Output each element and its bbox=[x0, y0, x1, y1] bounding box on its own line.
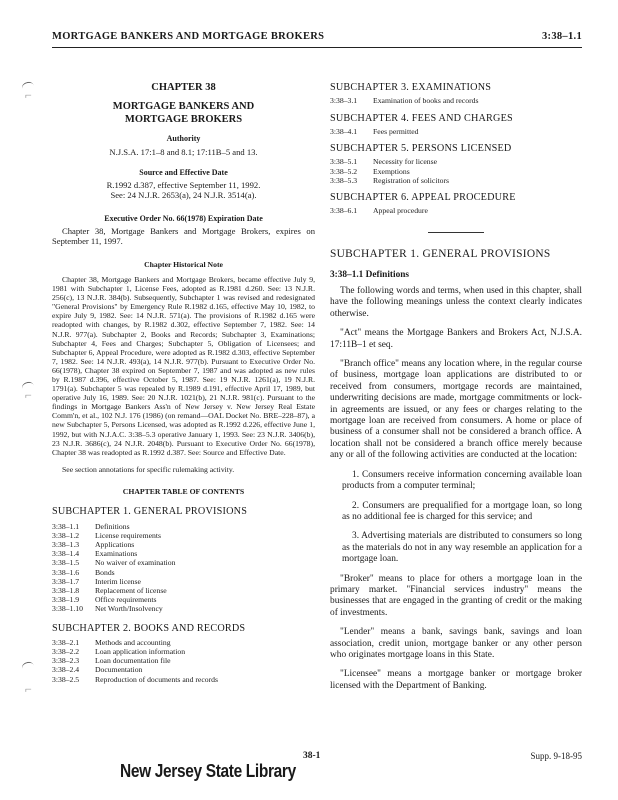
library-stamp: New Jersey State Library bbox=[120, 761, 296, 781]
authority-text: N.J.S.A. 17:1–8 and 8.1; 17:11B–5 and 13. bbox=[109, 146, 258, 157]
section-divider bbox=[428, 232, 484, 233]
toc-entry bbox=[52, 577, 315, 586]
toc-subchapter-2-list bbox=[52, 638, 315, 684]
historical-note-heading: Chapter Historical Note bbox=[144, 259, 223, 269]
toc-entry-number: 3:38–4.1 bbox=[330, 126, 358, 136]
toc-entry-number: 3:38–6.1 bbox=[330, 206, 358, 216]
toc-entry-title: Loan documentation file bbox=[95, 656, 171, 666]
toc-entry-title: Interim license bbox=[95, 576, 141, 586]
toc-entry-title: Loan application information bbox=[95, 647, 186, 657]
supplement-date: Supp. 9-18-95 bbox=[530, 751, 582, 761]
toc-entry-number: 3:38–1.6 bbox=[52, 567, 80, 577]
executive-order-text: Chapter 38, Mortgage Bankers and Mortgage Brokers, expires on September 11, 1997. bbox=[52, 226, 315, 247]
toc-entry bbox=[52, 568, 315, 577]
definition-branch-office: "Branch office" means any location where, in the regular course of business, mortgage loan applications are distributed to or received from consumers, mortgage records are maintained, underwriting decisions are made, mortgage commitments or lock-in agreements are issued, or any fees or charges relating to the mortgage loan are received from consumers. A home or place of business of a consumer shall not be considered a branch office. A location shall not be considered a branch office merely because any or all of the following activities are conducted at the location: bbox=[330, 359, 582, 461]
toc-entry-number: 3:38–1.2 bbox=[52, 530, 80, 540]
toc-entry bbox=[330, 167, 582, 176]
toc-entry bbox=[52, 522, 315, 531]
toc-entry-title: Examinations bbox=[95, 549, 138, 559]
toc-entry-title: Fees permitted bbox=[373, 126, 419, 136]
toc-entry-title: Exemptions bbox=[373, 166, 410, 176]
toc-entry-title: Methods and accounting bbox=[95, 637, 171, 647]
toc-entry-title: Registration of solicitors bbox=[373, 175, 450, 185]
toc-entry-number: 3:38–5.1 bbox=[330, 157, 358, 167]
toc-entry-title: Replacement of license bbox=[95, 585, 167, 595]
toc-subchapter-6-heading: SUBCHAPTER 6. APPEAL PROCEDURE bbox=[330, 191, 516, 203]
authority-heading: Authority bbox=[166, 134, 201, 144]
header-title: MORTGAGE BANKERS AND MORTGAGE BROKERS bbox=[52, 31, 325, 42]
header-rule bbox=[52, 47, 582, 48]
toc-entry bbox=[330, 157, 582, 166]
definitions-intro: The following words and terms, when used in this chapter, shall have the following meanings unless the context clearly indicates otherwise. bbox=[330, 286, 582, 319]
left-column bbox=[52, 80, 315, 684]
toc-heading: CHAPTER TABLE OF CONTENTS bbox=[122, 486, 245, 496]
toc-entry-title: Appeal procedure bbox=[373, 206, 428, 216]
toc-entry-title: Applications bbox=[95, 539, 135, 549]
definition-act: "Act" means the Mortgage Bankers and Brokers Act, N.J.S.A. 17:11B–1 et seq. bbox=[330, 328, 582, 350]
toc-entry-title: Bonds bbox=[95, 567, 115, 577]
toc-entry bbox=[52, 675, 315, 684]
toc-entry-title: No waiver of examination bbox=[95, 558, 176, 568]
toc-entry-number: 3:38–1.1 bbox=[52, 521, 80, 531]
toc-subchapter-5-list bbox=[330, 157, 582, 185]
toc-entry bbox=[52, 656, 315, 665]
toc-entry bbox=[330, 206, 582, 215]
running-header bbox=[52, 31, 582, 45]
margin-mark: ⌐ bbox=[25, 88, 32, 102]
source-line-1: R.1992 d.387, effective September 11, 1992. bbox=[106, 180, 261, 191]
definition-lender: "Lender" means a bank, savings bank, savings and loan association, credit union, mortgage banker or any other person who originates mortgage loans in this State. bbox=[330, 627, 582, 660]
toc-subchapter-4-heading: SUBCHAPTER 4. FEES AND CHARGES bbox=[330, 112, 513, 124]
toc-entry-title: Necessity for license bbox=[373, 157, 438, 167]
chapter-title bbox=[52, 101, 315, 126]
source-heading: Source and Effective Date bbox=[139, 167, 228, 177]
toc-entry-number: 3:38–1.10 bbox=[52, 604, 83, 614]
annotation-note: See section annotations for specific rulemaking activity. bbox=[62, 464, 235, 474]
punch-mark-bottom bbox=[21, 661, 35, 674]
chapter-number: CHAPTER 38 bbox=[151, 82, 216, 93]
toc-entry-number: 3:38–5.3 bbox=[330, 175, 358, 185]
toc-entry bbox=[52, 531, 315, 540]
branch-office-item-1: 1. Consumers receive information concerning available loan products from a computer terminal; bbox=[342, 469, 582, 492]
toc-entry bbox=[52, 665, 315, 674]
toc-subchapter-6-list bbox=[330, 206, 582, 215]
chapter-title-line1: MORTGAGE BANKERS AND bbox=[112, 101, 255, 113]
header-section-number: 3:38–1.1 bbox=[541, 31, 582, 42]
toc-entry bbox=[330, 176, 582, 185]
margin-mark: ⌐ bbox=[25, 388, 32, 402]
toc-entry-title: Net Worth/Insolvency bbox=[95, 604, 163, 614]
source-line-2: See: 24 N.J.R. 2653(a), 24 N.J.R. 3514(a). bbox=[110, 190, 257, 201]
margin-mark: ⌐ bbox=[25, 682, 32, 696]
toc-entry-number: 3:38–1.8 bbox=[52, 585, 80, 595]
toc-entry bbox=[52, 586, 315, 595]
toc-entry bbox=[52, 549, 315, 558]
toc-entry-number: 3:38–1.3 bbox=[52, 539, 80, 549]
branch-office-item-2: 2. Consumers are prequalified for a mortgage loan, so long as no additional fee is charged for this service; and bbox=[342, 500, 582, 522]
toc-entry-number: 3:38–2.2 bbox=[52, 647, 80, 657]
toc-entry-title: License requirements bbox=[95, 530, 161, 540]
executive-order-heading: Executive Order No. 66(1978) Expiration Date bbox=[104, 213, 263, 223]
page-number: 38-1 bbox=[303, 751, 321, 761]
toc-entry bbox=[52, 595, 315, 604]
toc-subchapter-5-heading: SUBCHAPTER 5. PERSONS LICENSED bbox=[330, 143, 512, 154]
toc-subchapter-3-heading: SUBCHAPTER 3. EXAMINATIONS bbox=[330, 82, 492, 93]
toc-entry-title: Office requirements bbox=[95, 595, 157, 605]
toc-entry-title: Documentation bbox=[95, 665, 143, 675]
toc-entry-number: 3:38–5.2 bbox=[330, 166, 358, 176]
toc-entry-number: 3:38–1.7 bbox=[52, 576, 80, 586]
toc-entry-title: Reproduction of documents and records bbox=[95, 674, 218, 684]
toc-subchapter-2-heading: SUBCHAPTER 2. BOOKS AND RECORDS bbox=[52, 622, 246, 634]
toc-entry-number: 3:38–2.3 bbox=[52, 656, 80, 666]
section-heading-definitions: 3:38–1.1 Definitions bbox=[330, 269, 410, 280]
historical-note-text: Chapter 38, Mortgage Bankers and Mortgage Brokers, became effective July 9, 1981 with Subchapter 1, License Fees, adopted as R.1981 d.260. See: 13 N.J.R. 256(c), 13 N.J.R. 384(b). Subsequently, Subchapter 1 was revised and redesignated "General Provisions" by Emergency Rule R.1982 d.165, effective May 10, 1982, to expire July 9, 1982. See: 14 N.J.R. 571(a). The provisions of R.1982 d.165 were readopted with changes, by R.1982 d.302, effective September 7, 1982. See: 14 N.J.R. 977(a). Subchapter 2, Books and Records; Subchapter 3, Examinations; Subchapter 4, Fees and Charges; Subchapter 5, Obligation of Licensees; and Subchapter 6, Appeal Procedure, were adopted as R.1982 d.303, effective September 7, 1982. See: 14 N.J.R. 493(a), 14 N.J.R. 977(b). Pursuant to Executive Order No. 66(1978), Chapter 38 expired on September 7, 1987 and was adopted as new rules by R.1987 d.396, effective October 5, 1987. See: 19 N.J.R. 1261(a), 19 N.J.R. 1791(a). Subchapter 5 was repealed by R.1989 d.191, effective April 17, 1989, but operative July 16, 1989. See: 20 N.J.R. 1021(b), 21 N.J.R. 981(c). Pursuant to the findings in Mortgage Bankers Ass'n of New Jersey v. New Jersey Real Estate Comm'n, et al., 102 N.J. 176 (1986) (on remand—OAL Docket No. BRE–228–87), a new Subchapter 5, Persons Licensed, was adopted as R.1992 d.226, effective June 1, 1992, but with N.J.A.C. 3:38–5.3 operative January 1, 1993. See: 23 N.J.R. 3406(b), 23 N.J.R. 3686(c), 24 N.J.R. 2048(b). Pursuant to Executive Order No. 66(1978), Chapter 38 was readopted as R.1992 d.387. See: Source and Effective Date. bbox=[52, 274, 315, 457]
toc-entry-number: 3:38–1.5 bbox=[52, 558, 80, 568]
toc-entry-number: 3:38–2.4 bbox=[52, 665, 80, 675]
toc-subchapter-1-list bbox=[52, 522, 315, 614]
definition-broker: "Broker" means to place for others a mortgage loan in the primary market. "Financial services industry" means the businesses that are engaged in the granting of credit or the making of investments. bbox=[330, 573, 582, 618]
toc-entry bbox=[330, 127, 582, 136]
toc-entry bbox=[52, 558, 315, 567]
toc-entry bbox=[330, 96, 582, 105]
toc-entry bbox=[52, 638, 315, 647]
toc-subchapter-4-list bbox=[330, 127, 582, 136]
toc-entry-title: Examination of books and records bbox=[373, 96, 479, 106]
subchapter-1-heading: SUBCHAPTER 1. GENERAL PROVISIONS bbox=[330, 248, 551, 261]
toc-subchapter-3-list bbox=[330, 96, 582, 105]
toc-entry-number: 3:38–2.1 bbox=[52, 637, 80, 647]
branch-office-item-3: 3. Advertising materials are distributed to consumers so long as the materials do not in any way resemble an application for a mortgage loan. bbox=[342, 531, 582, 565]
toc-entry-number: 3:38–1.9 bbox=[52, 595, 80, 605]
toc-entry-number: 3:38–1.4 bbox=[52, 549, 80, 559]
toc-subchapter-1-heading: SUBCHAPTER 1. GENERAL PROVISIONS bbox=[52, 506, 248, 518]
toc-entry bbox=[52, 604, 315, 613]
definition-licensee: "Licensee" means a mortgage banker or mortgage broker licensed with the Department of Banking. bbox=[330, 669, 582, 691]
toc-entry-number: 3:38–3.1 bbox=[330, 96, 358, 106]
toc-entry-title: Definitions bbox=[95, 521, 130, 531]
toc-entry-number: 3:38–2.5 bbox=[52, 674, 80, 684]
right-column bbox=[330, 83, 582, 692]
toc-entry bbox=[52, 647, 315, 656]
toc-entry bbox=[52, 540, 315, 549]
chapter-title-line2: MORTGAGE BROKERS bbox=[124, 113, 243, 125]
